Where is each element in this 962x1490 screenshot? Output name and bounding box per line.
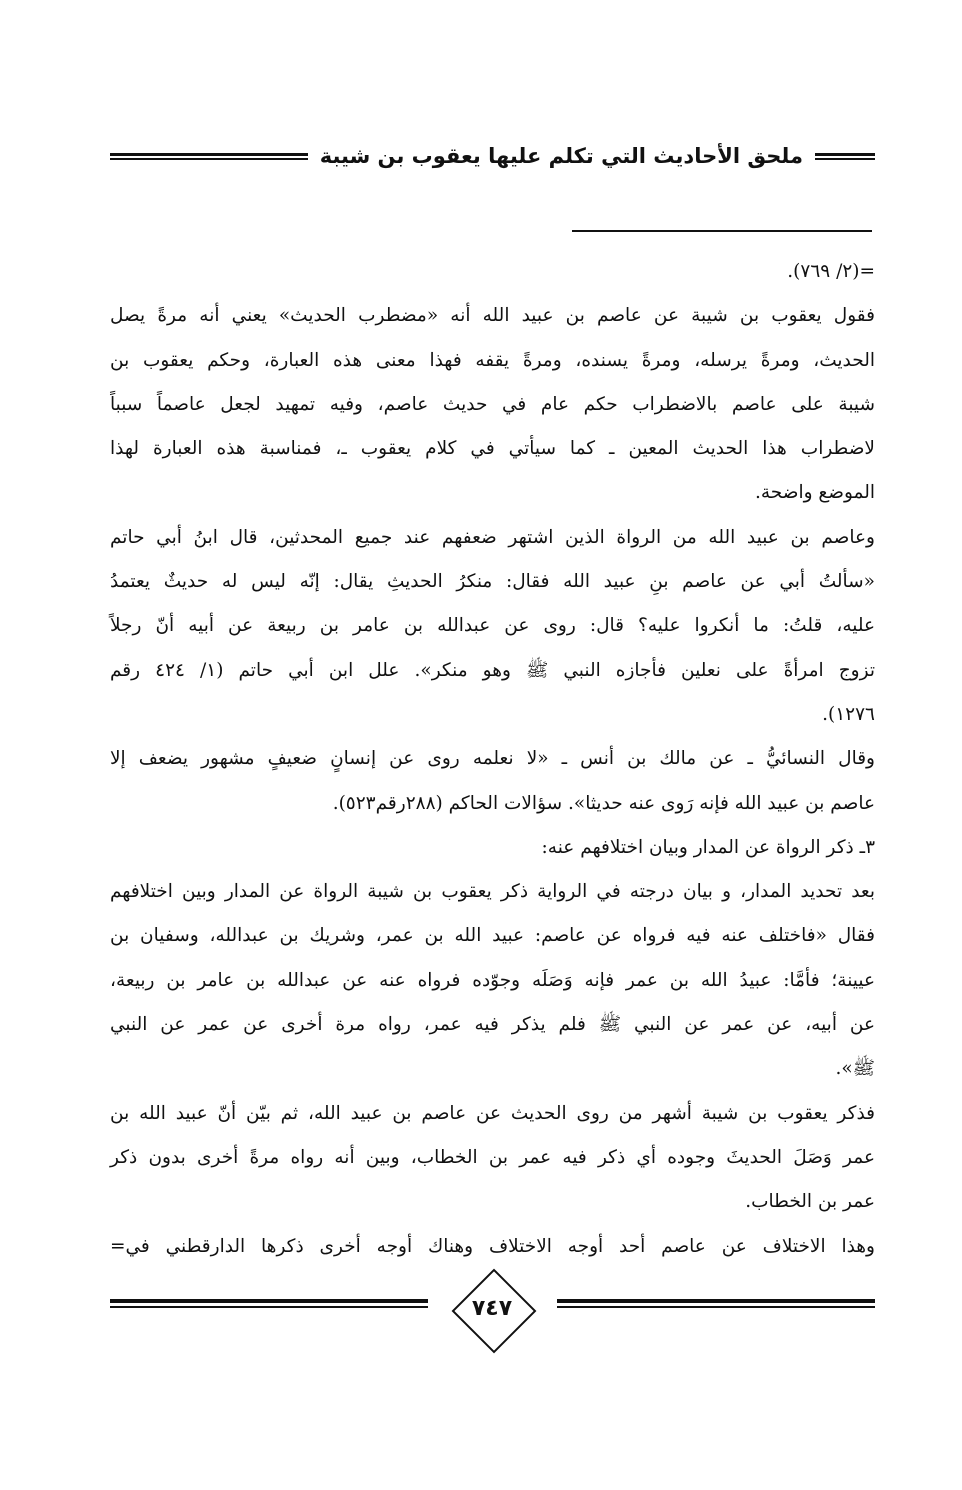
text-line: وعاصم بن عبيد الله من الرواة الذين اشتهر ضعفهم عند جميع المحدثين، قال ابنُ أبي حاتم (110, 526, 875, 548)
page-number: ٧٤٧ (471, 1296, 513, 1321)
text-line: عمر وَصَلَ الحديثَ وجوده أي ذكر فيه عمر بن الخطاب، وبين أنه رواه مرةً أخرى بدون ذكر (110, 1146, 875, 1168)
header-rule-left (110, 153, 308, 160)
body-text (110, 250, 875, 1269)
text-line: عيينة؛ فأمَّا: عبيدُ الله بن عمر فإنه وَصَلَه وجوّده فرواه عنه عن عبدالله بن عامر بن ربيعة، (110, 969, 875, 991)
text-line: لاضطراب هذا الحديث المعين ـ كما سيأتي في كلام يعقوب ـ، فمناسبة هذه العبارة لهذا (110, 438, 875, 460)
footer-rule-left (110, 1299, 428, 1308)
text-line: وقال النسائيُّ ـ عن مالك بن أنس ـ «لا نعلمه روى عن إنسانٍ ضعيفٍ مشهور يضعف إلا (110, 748, 875, 770)
text-line: ﷺ». (835, 1058, 875, 1080)
text-line: فذكر يعقوب بن شيبة أشهر من روى الحديث عن عاصم بن عبيد الله، ثم بيّن أنّ عبيد الله بن (110, 1102, 875, 1124)
page-number-badge (444, 1261, 540, 1357)
text-line: عاصم بن عبيد الله فإنه رَوى عنه حديثا». سؤالات الحاكم (٢٨٨رقم٥٢٣). (332, 792, 875, 814)
text-line: عن أبيه، عن عمر عن النبي ﷺ فلم يذكر فيه عمر، رواه مرة أخرى عن عمر عن النبي (110, 1014, 875, 1036)
text-line: شيبة على عاصم بالاضطراب حكم عام في حديث عاصم، وفيه تمهيد لجعل عاصماً سبباً (110, 393, 875, 415)
text-line: وهذا الاختلاف عن عاصم أحد أوجه الاختلاف وهناك أوجه أخرى ذكرها الدارقطني في= (110, 1235, 875, 1257)
text-line: فقول يعقوب بن شيبة عن عاصم بن عبيد الله أنه «مضطرب الحديث» يعني أنه مرةً يصل (110, 305, 875, 327)
text-line: ١٢٧٦). (822, 703, 875, 725)
text-line: بعد تحديد المدار، و بيان درجته في الرواية ذكر يعقوب بن شيبة الرواة عن المدار وبين اختلافهم (110, 881, 875, 903)
text-line: الموضع واضحة. (755, 482, 875, 504)
page-footer (110, 1277, 875, 1357)
text-line: الحديث، ومرةً يرسله، ومرةً يسنده، ومرةً يقفه فهذا معنى هذه العبارة، وحكم يعقوب بن (110, 349, 875, 371)
header-title: ملحق الأحاديث التي تكلم عليها يعقوب بن شيبة (319, 144, 803, 168)
text-line: =(٢/ ٧٦٩). (787, 261, 875, 282)
header-rule-right (815, 153, 875, 160)
text-line: عمر بن الخطاب. (745, 1191, 875, 1213)
section-heading: ٣ـ ذكر الرواة عن المدار وبيان اختلافهم عنه: (541, 836, 875, 858)
running-header (110, 140, 875, 172)
text-line: «سألتُ أبي عن عاصم بنِ عبيد الله فقال: منكرُ الحديثِ يقال: إنّه ليس له حديثٌ يعتمدُ (110, 571, 875, 593)
text-line: فقال «فاختلف عنه فيه فرواه عن عاصم: عبيد الله بن عمر، وشريك بن عبدالله، وسفيان بن (110, 925, 875, 947)
footnote-separator (572, 230, 872, 232)
footer-rule-right (557, 1299, 875, 1308)
text-line: تزوج امرأةً على نعلين فأجازه النبي ﷺ وهو منكر». علل ابن أبي حاتم (١/ ٤٢٤ رقم (110, 659, 875, 681)
text-line: عليه، قلتُ: ما أنكروا عليه؟ قال: روى عن عبدالله بن عامر بن ربيعة عن أبيه أنّ رجلاً (110, 615, 875, 637)
